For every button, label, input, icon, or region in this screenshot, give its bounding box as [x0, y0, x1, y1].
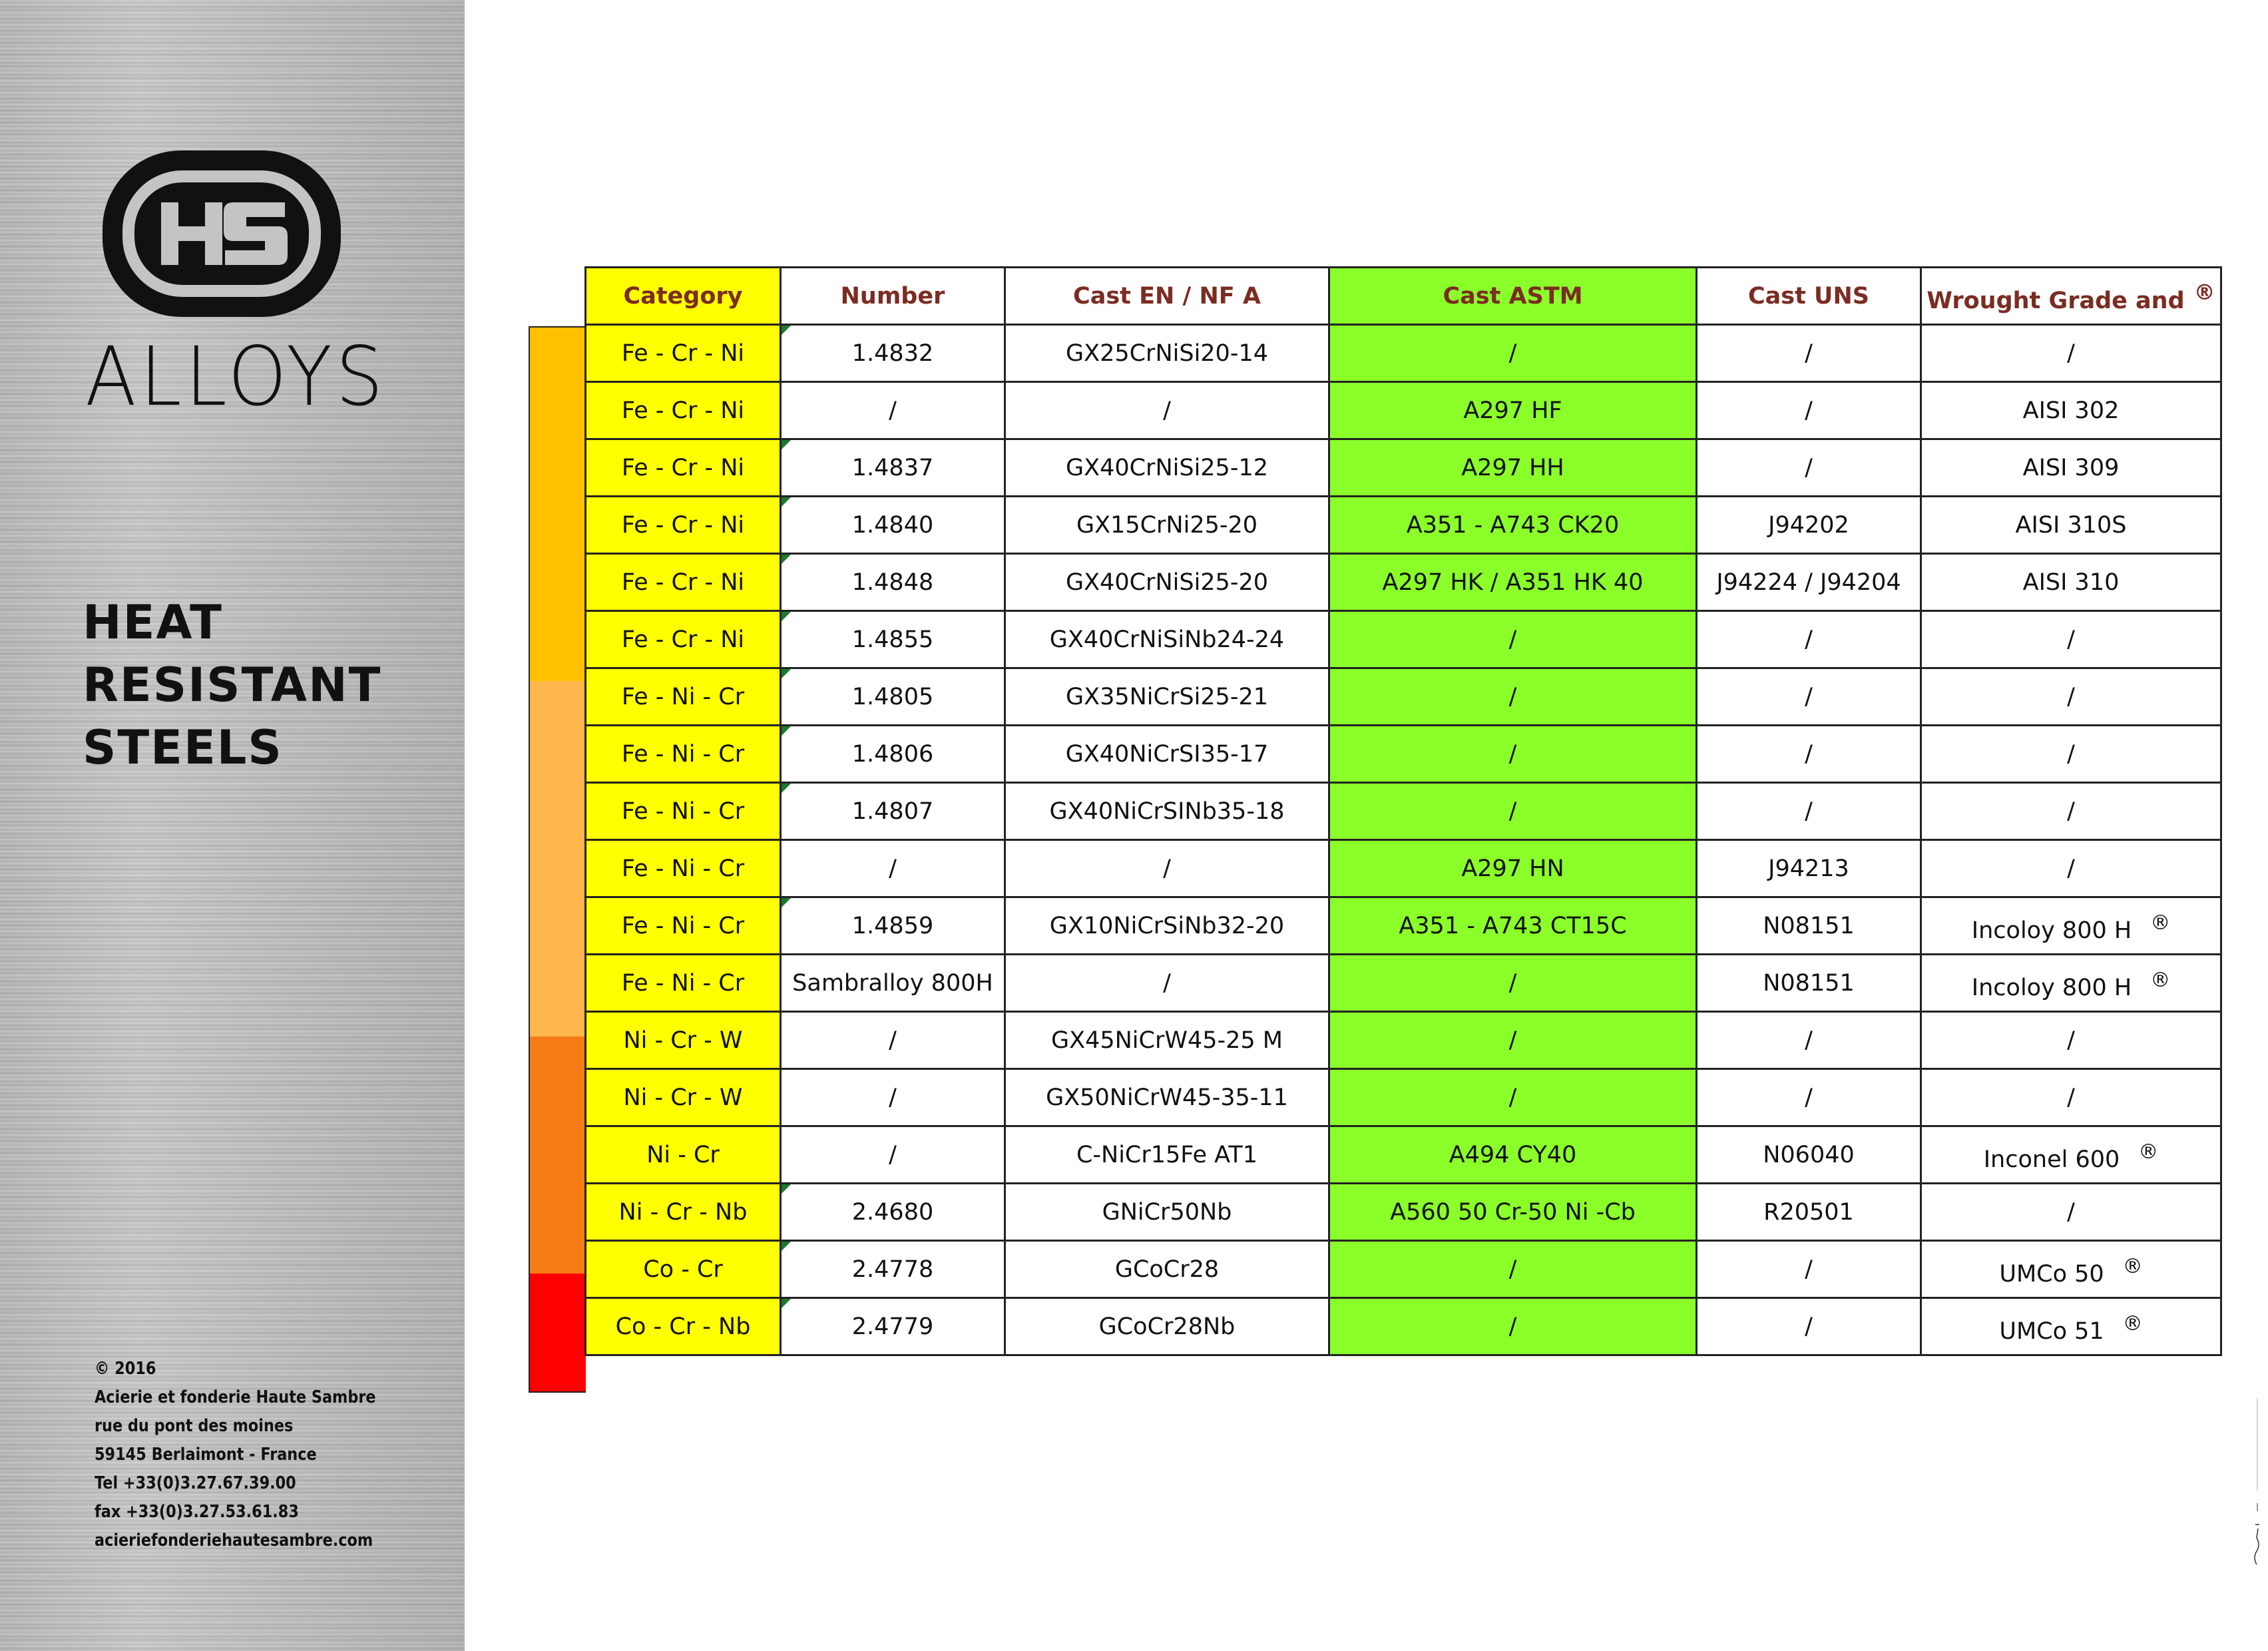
cell-cast-en	[1005, 1298, 1329, 1355]
cell-cast-en	[1005, 382, 1329, 439]
cell-cast-astm	[1329, 611, 1697, 668]
cell-category	[586, 897, 781, 955]
table-row	[586, 955, 2221, 1012]
cell-number	[781, 955, 1005, 1012]
cell-number	[781, 726, 1005, 783]
cell-number-text: 1.4859	[851, 912, 934, 939]
cell-cast-uns	[1697, 897, 1921, 955]
cell-cast-en-text: GX15CrNi25-20	[1076, 511, 1258, 539]
cell-wrought	[1921, 955, 2221, 1012]
table-row	[586, 783, 2221, 840]
comment-marker-icon	[782, 497, 791, 507]
cell-cast-en	[1005, 1241, 1329, 1298]
cell-cast-astm-text: /	[1508, 1256, 1517, 1283]
cell-category	[586, 1012, 781, 1069]
cell-cast-en-text: GX40CrNiSi25-20	[1065, 569, 1268, 596]
cell-number-text: 1.4805	[851, 683, 934, 710]
header-number: Number	[781, 268, 1005, 325]
cell-cast-astm	[1329, 1012, 1697, 1069]
cell-number-text: 1.4832	[851, 340, 934, 367]
cell-cast-uns-text: R20501	[1763, 1198, 1854, 1226]
cell-cast-en	[1005, 897, 1329, 955]
table-row	[586, 611, 2221, 668]
cell-cast-astm-text: /	[1508, 683, 1517, 710]
cell-cast-en-text: GX40NiCrSINb35-18	[1049, 798, 1285, 825]
cell-category	[586, 554, 781, 611]
cell-cast-astm-text: A297 HK / A351 HK 40	[1382, 569, 1644, 596]
cell-cast-en-text: GX10NiCrSiNb32-20	[1049, 912, 1285, 939]
cell-number-text: 1.4848	[851, 569, 934, 596]
cell-cast-uns-text: /	[1805, 1027, 1813, 1054]
comment-marker-icon	[782, 555, 791, 564]
cell-cast-uns	[1697, 783, 1921, 840]
cell-category	[586, 1241, 781, 1298]
wrought-grade: /	[2067, 626, 2075, 653]
cell-cast-en-text: /	[1163, 855, 1171, 882]
cell-category	[586, 668, 781, 726]
wrought-grade: Incoloy 800 H	[1971, 974, 2132, 1001]
cell-cast-uns-text: /	[1805, 683, 1813, 710]
copyright: © 2016	[95, 1359, 156, 1379]
table-row	[586, 325, 2221, 382]
cell-cast-astm-text: A297 HF	[1463, 397, 1562, 424]
cell-number-text: 2.4779	[851, 1313, 934, 1340]
cell-cast-uns-text: /	[1805, 1084, 1813, 1111]
cell-category-text: Fe - Cr - Ni	[621, 511, 745, 539]
table-row	[586, 497, 2221, 554]
table-header-row	[586, 268, 2221, 325]
company-name: Acierie et fonderie Haute Sambre	[95, 1387, 376, 1407]
cell-category-text: Fe - Ni - Cr	[621, 798, 745, 825]
wrought-grade: AISI 310S	[2015, 511, 2127, 539]
registered-mark: ®	[2138, 1140, 2159, 1164]
cell-number-text: 2.4680	[851, 1198, 934, 1226]
cell-cast-uns	[1697, 382, 1921, 439]
cell-cast-astm	[1329, 382, 1697, 439]
cell-cast-astm	[1329, 955, 1697, 1012]
cell-cast-astm-text: A351 - A743 CK20	[1406, 511, 1620, 539]
comment-marker-icon	[782, 898, 791, 907]
cell-cast-astm-text: A494 CY40	[1449, 1141, 1577, 1168]
cell-wrought	[1921, 1126, 2221, 1184]
cell-number	[781, 1012, 1005, 1069]
cell-cast-astm-text: /	[1508, 798, 1517, 825]
cell-cast-en-text: GX25CrNiSi20-14	[1065, 340, 1268, 367]
cell-cast-en-text: GCoCr28	[1114, 1256, 1220, 1283]
cell-cast-astm-text: /	[1508, 626, 1517, 653]
alloy-table	[584, 266, 2222, 1356]
table-row	[586, 554, 2221, 611]
wrought-grade: AISI 309	[2022, 454, 2120, 481]
cell-number-text: Sambralloy 800H	[792, 969, 993, 997]
cell-number-text: 1.4855	[851, 626, 934, 653]
cell-category-text: Fe - Cr - Ni	[621, 397, 745, 424]
cell-cast-en	[1005, 554, 1329, 611]
phone-number: Tel +33(0)3.27.67.39.00	[95, 1473, 296, 1493]
wrought-grade: /	[2067, 740, 2075, 768]
cell-cast-astm-text: A351 - A743 CT15C	[1399, 912, 1627, 939]
cell-cast-uns-text: /	[1805, 1313, 1813, 1340]
cell-cast-astm	[1329, 497, 1697, 554]
wrought-grade: /	[2067, 798, 2075, 825]
cell-number	[781, 1298, 1005, 1355]
cell-cast-uns-text: N06040	[1763, 1141, 1855, 1168]
wrought-grade: Inconel 600	[1983, 1146, 2120, 1173]
cell-cast-astm-text: A560 50 Cr-50 Ni -Cb	[1390, 1198, 1636, 1226]
sidebar	[0, 0, 465, 1651]
designer-signature-icon	[2250, 1391, 2265, 1571]
fax-number: fax +33(0)3.27.53.61.83	[95, 1502, 299, 1522]
cell-number-text: 2.4778	[851, 1256, 934, 1283]
cell-cast-en-text: GX40CrNiSiNb24-24	[1049, 626, 1285, 653]
wrought-grade: UMCo 50	[1999, 1260, 2104, 1288]
cell-cast-uns	[1697, 325, 1921, 382]
cell-cast-en-text: /	[1163, 969, 1171, 997]
cell-category	[586, 783, 781, 840]
cell-number	[781, 382, 1005, 439]
wrought-grade: /	[2067, 340, 2075, 367]
wrought-grade: /	[2067, 1084, 2075, 1111]
cell-cast-astm	[1329, 1069, 1697, 1126]
cell-number-text: 1.4837	[851, 454, 934, 481]
wrought-grade: /	[2067, 1027, 2075, 1054]
cell-wrought	[1921, 840, 2221, 897]
cell-cast-en	[1005, 955, 1329, 1012]
cell-cast-en-text: GX35NiCrSi25-21	[1065, 683, 1268, 710]
cell-number	[781, 897, 1005, 955]
cell-category-text: Ni - Cr - Nb	[618, 1198, 748, 1226]
cell-cast-astm-text: /	[1508, 740, 1517, 768]
cell-cast-astm-text: /	[1508, 1313, 1517, 1340]
cell-category	[586, 497, 781, 554]
cell-number	[781, 668, 1005, 726]
cell-cast-uns-text: N08151	[1763, 969, 1855, 997]
cell-cast-en	[1005, 325, 1329, 382]
cell-number	[781, 325, 1005, 382]
cell-cast-astm-text: /	[1508, 1027, 1517, 1054]
cell-category	[586, 726, 781, 783]
cell-cast-en	[1005, 439, 1329, 497]
table-row	[586, 726, 2221, 783]
cell-cast-en	[1005, 497, 1329, 554]
city-address: 59145 Berlaimont - France	[95, 1445, 317, 1465]
cell-category-text: Fe - Ni - Cr	[621, 912, 745, 939]
contact-block	[95, 1355, 421, 1555]
cell-cast-uns	[1697, 840, 1921, 897]
cell-cast-en-text: C-NiCr15Fe AT1	[1076, 1141, 1258, 1168]
table-row	[586, 1298, 2221, 1355]
cell-cast-astm	[1329, 1241, 1697, 1298]
cell-category	[586, 439, 781, 497]
wrought-grade: /	[2067, 855, 2075, 882]
cell-cast-en	[1005, 783, 1329, 840]
cell-cast-uns	[1697, 497, 1921, 554]
cell-wrought	[1921, 439, 2221, 497]
cell-category	[586, 1184, 781, 1241]
cell-number-text: /	[889, 855, 897, 882]
comment-marker-icon	[782, 1184, 791, 1194]
cell-category-text: Co - Cr - Nb	[615, 1313, 751, 1340]
cell-wrought	[1921, 325, 2221, 382]
wrought-grade: /	[2067, 1198, 2075, 1226]
cell-cast-astm-text: /	[1508, 340, 1517, 367]
table-row	[586, 1069, 2221, 1126]
cell-wrought	[1921, 1298, 2221, 1355]
cell-number-text: /	[889, 1141, 897, 1168]
title-line-3: STEELS	[83, 720, 283, 775]
table-row	[586, 840, 2221, 897]
cell-cast-en-text: GCoCr28Nb	[1098, 1313, 1236, 1340]
cell-category-text: Ni - Cr	[646, 1141, 720, 1168]
comment-marker-icon	[782, 784, 791, 793]
cell-category	[586, 325, 781, 382]
cell-cast-uns-text: J94224 / J94204	[1716, 569, 1901, 596]
cell-cast-astm-text: /	[1508, 1084, 1517, 1111]
cell-cast-uns	[1697, 611, 1921, 668]
header-category: Category	[586, 268, 781, 325]
cell-cast-uns	[1697, 1184, 1921, 1241]
table-row	[586, 668, 2221, 726]
cell-wrought	[1921, 1012, 2221, 1069]
header-cast-uns: Cast UNS	[1697, 268, 1921, 325]
cell-cast-en	[1005, 726, 1329, 783]
cell-number	[781, 611, 1005, 668]
cell-number	[781, 1069, 1005, 1126]
comment-marker-icon	[782, 1242, 791, 1251]
hs-logo-icon	[100, 148, 343, 320]
cell-cast-astm	[1329, 1126, 1697, 1184]
cell-number	[781, 1126, 1005, 1184]
cell-wrought	[1921, 1241, 2221, 1298]
cell-wrought	[1921, 726, 2221, 783]
cell-cast-uns-text: /	[1805, 1256, 1813, 1283]
cell-number	[781, 783, 1005, 840]
cell-cast-uns-text: N08151	[1763, 912, 1855, 939]
cell-number-text: /	[889, 1027, 897, 1054]
page-title	[83, 591, 381, 779]
cell-cast-uns	[1697, 668, 1921, 726]
cell-cast-en-text: GNiCr50Nb	[1102, 1198, 1232, 1226]
cell-category	[586, 955, 781, 1012]
comment-marker-icon	[782, 440, 791, 449]
cell-cast-uns-text: /	[1805, 740, 1813, 768]
cell-number	[781, 497, 1005, 554]
cell-cast-astm	[1329, 668, 1697, 726]
cell-cast-en-text: /	[1163, 397, 1171, 424]
cell-cast-astm	[1329, 840, 1697, 897]
cell-wrought	[1921, 497, 2221, 554]
wrought-grade: AISI 302	[2022, 397, 2120, 424]
cell-cast-en	[1005, 668, 1329, 726]
cell-category	[586, 1126, 781, 1184]
cell-cast-en-text: GX40CrNiSi25-12	[1065, 454, 1268, 481]
table-row	[586, 1012, 2221, 1069]
table-row	[586, 439, 2221, 497]
wrought-grade: UMCo 51	[1999, 1317, 2104, 1345]
cell-wrought	[1921, 1184, 2221, 1241]
cell-category-text: Fe - Ni - Cr	[621, 683, 745, 710]
wrought-grade: AISI 310	[2022, 569, 2120, 596]
registered-mark: ®	[2122, 1311, 2143, 1335]
cell-cast-en-text: GX45NiCrW45-25 M	[1050, 1027, 1283, 1054]
cell-wrought	[1921, 611, 2221, 668]
cell-cast-uns	[1697, 1298, 1921, 1355]
cell-cast-en	[1005, 840, 1329, 897]
cell-category-text: Fe - Ni - Cr	[621, 969, 745, 997]
cell-cast-uns	[1697, 1241, 1921, 1298]
cell-number-text: 1.4807	[851, 798, 934, 825]
cell-cast-astm	[1329, 726, 1697, 783]
cell-number-text: 1.4840	[851, 511, 934, 539]
cell-wrought	[1921, 554, 2221, 611]
comment-marker-icon	[782, 1299, 791, 1308]
cell-cast-en-text: GX50NiCrW45-35-11	[1046, 1084, 1288, 1111]
table-row	[586, 1126, 2221, 1184]
street-address: rue du pont des moines	[95, 1416, 294, 1436]
cell-cast-uns	[1697, 439, 1921, 497]
cell-cast-astm	[1329, 1184, 1697, 1241]
cell-cast-uns-text: /	[1805, 626, 1813, 653]
cell-number	[781, 1184, 1005, 1241]
cell-cast-astm	[1329, 439, 1697, 497]
registered-mark: ®	[2150, 911, 2171, 935]
category-band-border	[529, 326, 586, 1393]
table-row	[586, 1241, 2221, 1298]
cell-category-text: Fe - Cr - Ni	[621, 626, 745, 653]
cell-cast-uns	[1697, 726, 1921, 783]
header-wrought-label: Wrought Grade and	[1927, 287, 2185, 314]
cell-cast-uns-text: J94213	[1768, 855, 1849, 882]
wrought-grade: /	[2067, 683, 2075, 710]
cell-cast-en	[1005, 1069, 1329, 1126]
cell-cast-astm-text: A297 HH	[1461, 454, 1564, 481]
comment-marker-icon	[782, 612, 791, 621]
cell-cast-uns	[1697, 1069, 1921, 1126]
cell-number	[781, 1241, 1005, 1298]
table-row	[586, 897, 2221, 955]
cell-cast-uns-text: /	[1805, 798, 1813, 825]
cell-cast-astm	[1329, 783, 1697, 840]
title-line-1: HEAT	[83, 595, 223, 650]
cell-cast-uns	[1697, 554, 1921, 611]
comment-marker-icon	[782, 669, 791, 678]
cell-category	[586, 382, 781, 439]
cell-category-text: Co - Cr	[643, 1256, 723, 1283]
cell-cast-en-text: GX40NiCrSI35-17	[1065, 740, 1269, 768]
cell-category-text: Fe - Ni - Cr	[621, 855, 745, 882]
cell-wrought	[1921, 897, 2221, 955]
cell-category-text: Ni - Cr - W	[623, 1084, 743, 1111]
cell-cast-astm	[1329, 325, 1697, 382]
cell-cast-astm	[1329, 897, 1697, 955]
cell-wrought	[1921, 382, 2221, 439]
header-cast-en: Cast EN / NF A	[1005, 268, 1329, 325]
cell-category	[586, 1298, 781, 1355]
cell-cast-uns-text: J94202	[1768, 511, 1849, 539]
wrought-grade: Incoloy 800 H	[1971, 917, 2132, 944]
cell-category	[586, 840, 781, 897]
cell-number-text: /	[889, 1084, 897, 1111]
header-cast-astm: Cast ASTM	[1329, 268, 1697, 325]
cell-cast-astm-text: /	[1508, 969, 1517, 997]
cell-cast-en	[1005, 1012, 1329, 1069]
cell-category-text: Fe - Cr - Ni	[621, 569, 745, 596]
comment-marker-icon	[782, 726, 791, 736]
registered-mark: ®	[2193, 279, 2215, 305]
cell-number	[781, 554, 1005, 611]
cell-cast-astm-text: A297 HN	[1461, 855, 1564, 882]
cell-cast-en	[1005, 1126, 1329, 1184]
cell-cast-uns-text: /	[1805, 454, 1813, 481]
table-row	[586, 1184, 2221, 1241]
cell-number-text: /	[889, 397, 897, 424]
cell-cast-astm	[1329, 1298, 1697, 1355]
cell-category	[586, 1069, 781, 1126]
cell-category-text: Ni - Cr - W	[623, 1027, 743, 1054]
brand-wordmark: ALLOYS	[85, 330, 387, 424]
cell-number	[781, 439, 1005, 497]
title-line-2: RESISTANT	[83, 658, 382, 712]
cell-category	[586, 611, 781, 668]
comment-marker-icon	[782, 326, 791, 335]
cell-wrought	[1921, 668, 2221, 726]
cell-number	[781, 840, 1005, 897]
header-wrought	[1921, 268, 2221, 325]
website-link[interactable]: acieriefonderiehautesambre.com	[95, 1531, 373, 1550]
cell-cast-uns	[1697, 955, 1921, 1012]
registered-mark: ®	[2122, 1254, 2143, 1278]
cell-category-text: Fe - Cr - Ni	[621, 454, 745, 481]
cell-cast-uns-text: /	[1805, 397, 1813, 424]
cell-cast-en	[1005, 1184, 1329, 1241]
cell-cast-en	[1005, 611, 1329, 668]
cell-category-text: Fe - Cr - Ni	[621, 340, 745, 367]
registered-mark: ®	[2150, 968, 2171, 992]
cell-wrought	[1921, 1069, 2221, 1126]
cell-wrought	[1921, 783, 2221, 840]
table-row	[586, 382, 2221, 439]
cell-cast-uns	[1697, 1012, 1921, 1069]
cell-cast-astm	[1329, 554, 1697, 611]
cell-cast-uns-text: /	[1805, 340, 1813, 367]
cell-number-text: 1.4806	[851, 740, 934, 768]
cell-cast-uns	[1697, 1126, 1921, 1184]
cell-category-text: Fe - Ni - Cr	[621, 740, 745, 768]
